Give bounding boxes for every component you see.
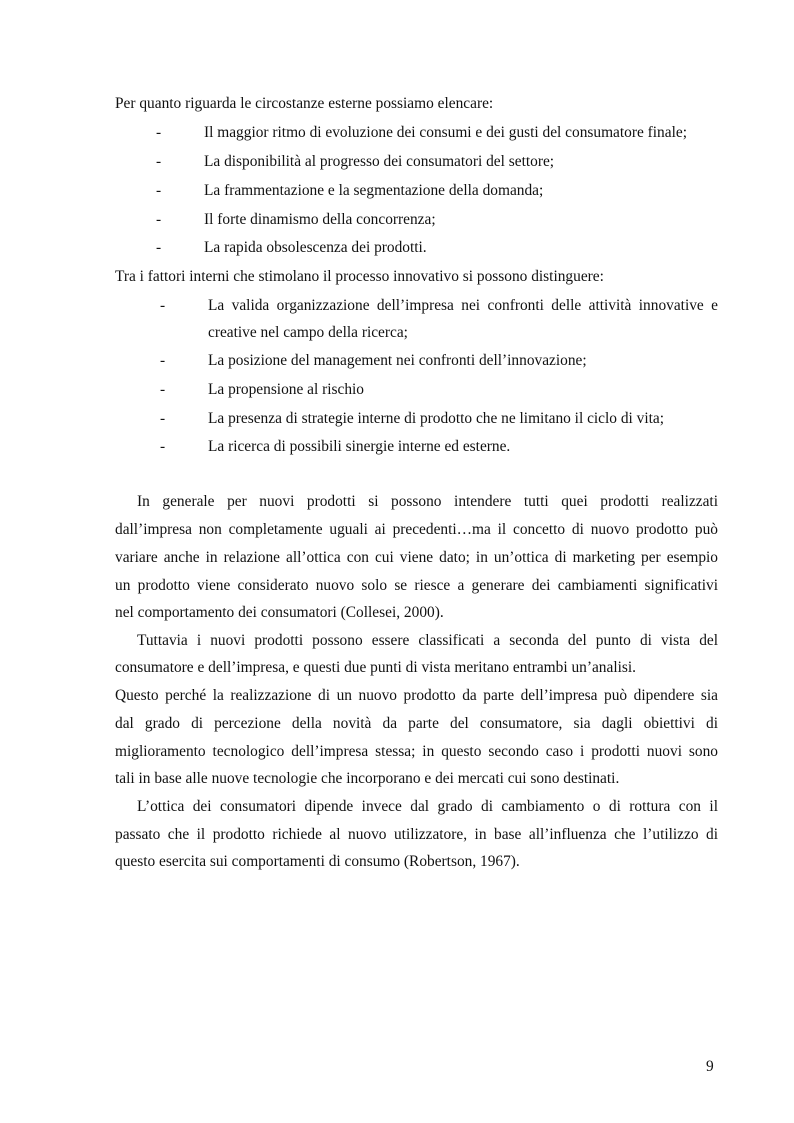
bullet-dash: - <box>160 381 166 398</box>
paragraph-line: questo esercita sui comportamenti di consumo (Robertson, 1967). <box>115 853 520 870</box>
bullet-dash: - <box>156 239 162 256</box>
bullet-dash: - <box>156 211 162 228</box>
paragraph-line: passato che il prodotto richiede al nuovo utilizzatore, in base all’influenza che l’utilizzo di <box>115 826 718 843</box>
paragraph-line: dall’impresa non completamente uguali ai precedenti…ma il concetto di nuovo prodotto può <box>115 521 718 538</box>
paragraph-line: tali in base alle nuove tecnologie che incorporano e dei mercati cui sono destinati. <box>115 770 620 787</box>
paragraph-line: Tuttavia i nuovi prodotti possono essere classificati a seconda del punto di vista del <box>137 632 718 649</box>
internal-factor-item: La propensione al rischio <box>208 381 364 398</box>
paragraph-line: nel comportamento dei consumatori (Collesei, 2000). <box>115 604 444 621</box>
intro-internal-text: Tra i fattori interni che stimolano il processo innovativo si possono distinguere: <box>115 268 604 285</box>
paragraph-line: un prodotto viene considerato nuovo solo se riesce a generare dei cambiamenti significativi <box>115 577 718 594</box>
bullet-dash: - <box>160 352 166 369</box>
paragraph-line: L’ottica dei consumatori dipende invece dal grado di cambiamento o di rottura con il <box>137 798 718 815</box>
bullet-dash: - <box>160 297 166 314</box>
external-factor-item: La rapida obsolescenza dei prodotti. <box>204 239 427 256</box>
bullet-dash: - <box>160 438 166 455</box>
bullet-dash: - <box>156 182 162 199</box>
external-factor-item: Il forte dinamismo della concorrenza; <box>204 211 436 228</box>
paragraph-line: variare anche in relazione all’ottica con cui viene dato; in un’ottica di marketing per esempio <box>115 549 718 566</box>
paragraph-line: dal grado di percezione della novità da parte del consumatore, sia dagli obiettivi di <box>115 715 718 732</box>
internal-factor-item-continuation: creative nel campo della ricerca; <box>208 324 408 341</box>
external-factor-item: La disponibilità al progresso dei consumatori del settore; <box>204 153 555 170</box>
page-number: 9 <box>706 1058 714 1075</box>
bullet-dash: - <box>156 153 162 170</box>
bullet-dash: - <box>160 410 166 427</box>
external-factor-item: La frammentazione e la segmentazione della domanda; <box>204 182 544 199</box>
internal-factor-item: La presenza di strategie interne di prodotto che ne limitano il ciclo di vita; <box>208 410 665 427</box>
paragraph-line: Questo perché la realizzazione di un nuovo prodotto da parte dell’impresa può dipendere sia <box>115 687 718 704</box>
paragraph-line: In generale per nuovi prodotti si possono intendere tutti quei prodotti realizzati <box>137 493 718 510</box>
internal-factor-item: La posizione del management nei confronti dell’innovazione; <box>208 352 587 369</box>
intro-external-text: Per quanto riguarda le circostanze esterne possiamo elencare: <box>115 95 494 112</box>
paragraph-line: miglioramento tecnologico dell’impresa stessa; in questo secondo caso i prodotti nuovi sono <box>115 743 718 760</box>
internal-factor-item: La valida organizzazione dell’impresa nei confronti delle attività innovative e <box>208 297 718 314</box>
external-factor-item: Il maggior ritmo di evoluzione dei consumi e dei gusti del consumatore finale; <box>204 124 687 141</box>
paragraph-line: consumatore e dell’impresa, e questi due punti di vista meritano entrambi un’analisi. <box>115 659 636 676</box>
bullet-dash: - <box>156 124 162 141</box>
internal-factor-item: La ricerca di possibili sinergie interne ed esterne. <box>208 438 511 455</box>
